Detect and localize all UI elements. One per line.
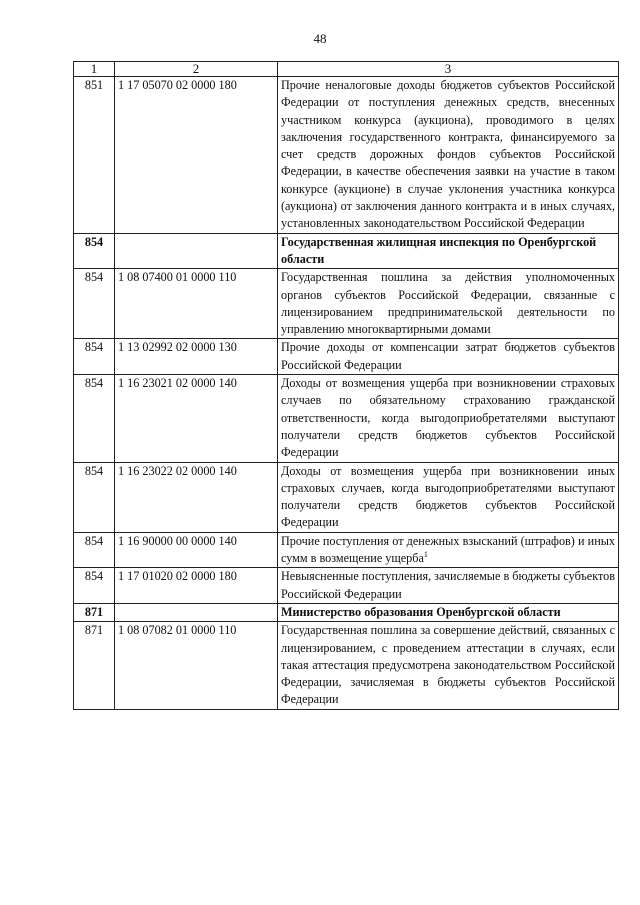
description-text: Государственная жилищная инспекция по Оренбургской области	[281, 234, 597, 266]
description-cell	[278, 77, 619, 234]
admin-code-cell: 854	[74, 233, 115, 269]
description-cell	[278, 532, 619, 568]
table-row	[74, 375, 619, 462]
table-row	[74, 568, 619, 604]
table-header-row	[74, 62, 619, 77]
table-row	[74, 77, 619, 234]
description-cell	[278, 339, 619, 375]
description-cell	[278, 568, 619, 604]
table-row	[74, 622, 619, 709]
admin-code-cell: 854	[74, 375, 115, 462]
budget-code-cell: 1 08 07400 01 0000 110	[115, 269, 278, 339]
budget-code-cell: 1 16 23022 02 0000 140	[115, 462, 278, 532]
column-header-description: 3	[278, 62, 619, 77]
admin-code-cell: 871	[74, 622, 115, 709]
page-number: 48	[313, 31, 327, 46]
budget-code-cell: 1 16 90000 00 0000 140	[115, 532, 278, 568]
admin-code-cell: 851	[74, 77, 115, 234]
revenue-classification-table	[73, 61, 619, 710]
description-cell	[278, 622, 619, 709]
budget-code-cell: 1 17 01020 02 0000 180	[115, 568, 278, 604]
budget-code-cell	[115, 233, 278, 269]
description-text: Государственная пошлина за действия уполномоченных органов субъектов Российской Федерации, связанные с лицензированием предпринимательской деятельности по управлению многоквартирными домами	[281, 270, 615, 337]
table-row	[74, 462, 619, 532]
table-row	[74, 532, 619, 568]
description-text: Доходы от возмещения ущерба при возникновении иных страховых случаев, когда выгодоприобретателями выступают получатели средств бюджетов субъектов Российской Федерации	[281, 463, 615, 530]
admin-code-cell: 854	[74, 462, 115, 532]
description-cell	[278, 375, 619, 462]
budget-code-cell: 1 16 23021 02 0000 140	[115, 375, 278, 462]
admin-code-cell: 854	[74, 568, 115, 604]
description-text: Прочие доходы от компенсации затрат бюджетов субъектов Российской Федерации	[281, 340, 615, 372]
budget-code-cell: 1 08 07082 01 0000 110	[115, 622, 278, 709]
section-header-row	[74, 233, 619, 269]
description-text: Государственная пошлина за совершение действий, связанных с лицензированием, с проведением аттестации в случаях, если такая аттестация предусмотрена законодательством Российской Федерации, зачисляемая в бюджеты субъектов Российской Федерации	[281, 623, 615, 707]
admin-code-cell: 854	[74, 269, 115, 339]
footnote-marker: 1	[423, 549, 428, 559]
column-header-admin: 1	[74, 62, 115, 77]
section-title-cell	[278, 603, 619, 621]
table-row	[74, 269, 619, 339]
table-row	[74, 339, 619, 375]
admin-code-cell: 854	[74, 339, 115, 375]
description-text: Министерство образования Оренбургской области	[281, 604, 561, 619]
budget-code-cell: 1 17 05070 02 0000 180	[115, 77, 278, 234]
description-text: Доходы от возмещения ущерба при возникновении страховых случаев по обязательному страхованию гражданской ответственности, когда выгодоприобретателями выступают получатели средств бюджетов субъектов Российской Федерации	[281, 376, 615, 460]
description-text: Прочие поступления от денежных взысканий (штрафов) и иных сумм в возмещение ущерба	[281, 533, 615, 566]
description-cell	[278, 269, 619, 339]
budget-code-cell	[115, 603, 278, 621]
description-cell	[278, 462, 619, 532]
section-header-row	[74, 603, 619, 621]
section-title-cell	[278, 233, 619, 269]
admin-code-cell: 871	[74, 603, 115, 621]
description-text: Прочие неналоговые доходы бюджетов субъектов Российской Федерации от поступления денежных средств, внесенных участником конкурса (аукциона), проводимого в целях заключения государственного контракта, финансируемого за счет средств дорожных фондов субъектов Российской Федерации, в качестве обеспечения заявки на участие в таком конкурсе (аукционе) в случае уклонения участника конкурса (аукциона) от заключения данного контракта и в иных случаях, установленных законодательством Российской Федерации	[281, 78, 615, 231]
description-text: Невыясненные поступления, зачисляемые в бюджеты субъектов Российской Федерации	[281, 569, 615, 601]
column-header-code: 2	[115, 62, 278, 77]
budget-code-cell: 1 13 02992 02 0000 130	[115, 339, 278, 375]
admin-code-cell: 854	[74, 532, 115, 568]
